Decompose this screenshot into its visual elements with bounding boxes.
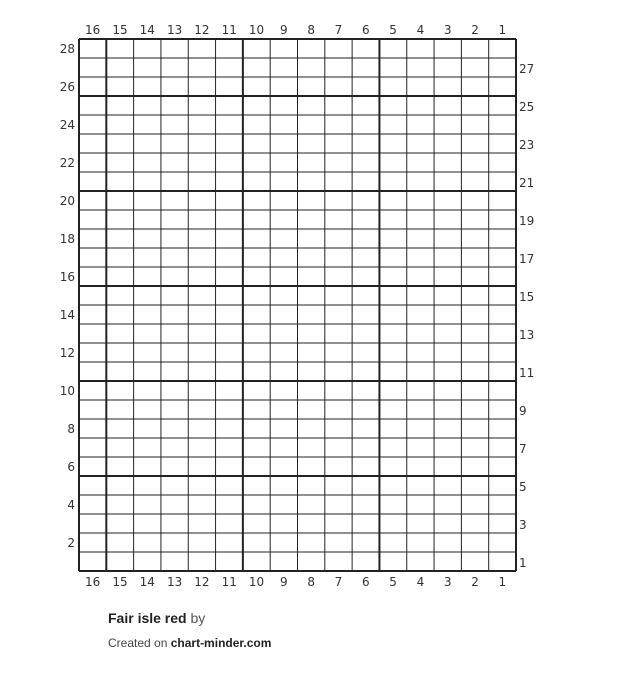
row-number-label: 18: [59, 232, 75, 246]
row-number-label: 5: [519, 480, 527, 494]
site-name: chart-minder.com: [170, 636, 272, 650]
credit-line: [108, 636, 271, 650]
row-number-label: 28: [59, 42, 75, 56]
column-number-label: 13: [166, 23, 183, 37]
column-number-label: 1: [498, 575, 507, 589]
row-number-label: 1: [519, 556, 527, 570]
row-number-label: 10: [59, 384, 75, 398]
column-number-label: 8: [307, 23, 315, 37]
column-number-label: 2: [471, 23, 479, 37]
row-number-label: 26: [59, 80, 75, 94]
row-numbers-right: [519, 62, 534, 570]
column-number-label: 16: [85, 575, 101, 589]
row-number-label: 17: [519, 252, 535, 266]
row-number-label: 8: [67, 422, 75, 436]
row-number-label: 7: [519, 442, 527, 456]
column-number-label: 4: [416, 23, 425, 37]
chart-grid-lines: [79, 39, 516, 571]
row-number-label: 15: [519, 290, 535, 304]
author-by-label: by: [190, 610, 206, 626]
row-number-label: 4: [67, 498, 75, 512]
row-number-label: 12: [59, 346, 75, 360]
row-number-label: 3: [519, 518, 527, 532]
column-number-label: 13: [166, 575, 183, 589]
column-number-label: 15: [112, 575, 128, 589]
column-number-label: 9: [280, 23, 288, 37]
row-numbers-left: [60, 42, 75, 550]
column-numbers-bottom: [85, 575, 506, 589]
row-number-label: 13: [519, 328, 535, 342]
column-number-label: 7: [334, 23, 343, 37]
column-number-label: 1: [498, 23, 507, 37]
row-number-label: 21: [519, 176, 535, 190]
column-number-label: 16: [85, 23, 101, 37]
column-number-label: 14: [139, 23, 155, 37]
column-number-label: 15: [112, 23, 128, 37]
row-number-label: 14: [59, 308, 75, 322]
column-numbers-top: [85, 23, 506, 37]
column-number-label: 11: [221, 23, 237, 37]
column-number-label: 10: [248, 23, 265, 37]
column-number-label: 6: [361, 23, 370, 37]
row-number-label: 27: [519, 62, 535, 76]
row-number-label: 25: [519, 100, 535, 114]
column-number-label: 11: [221, 575, 237, 589]
column-number-label: 12: [194, 575, 210, 589]
created-on-label: Created on: [108, 636, 168, 650]
column-number-label: 4: [416, 575, 425, 589]
row-number-label: 2: [67, 536, 75, 550]
row-number-label: 20: [59, 194, 75, 208]
chart-title: [108, 610, 205, 626]
column-number-label: 7: [334, 575, 343, 589]
row-number-label: 16: [59, 270, 75, 284]
column-number-label: 3: [443, 23, 452, 37]
row-number-label: 9: [519, 404, 527, 418]
row-number-label: 22: [59, 156, 75, 170]
row-number-label: 11: [519, 366, 535, 380]
row-number-label: 19: [519, 214, 535, 228]
column-number-label: 6: [361, 575, 370, 589]
column-number-label: 5: [389, 575, 397, 589]
row-number-label: 24: [59, 118, 75, 132]
pattern-name: Fair isle red: [108, 610, 187, 626]
column-number-label: 8: [307, 575, 315, 589]
column-number-label: 14: [139, 575, 155, 589]
column-number-label: 2: [471, 575, 479, 589]
column-number-label: 3: [443, 575, 452, 589]
row-number-label: 6: [67, 460, 75, 474]
column-number-label: 10: [248, 575, 265, 589]
column-number-label: 12: [194, 23, 210, 37]
row-number-label: 23: [519, 138, 535, 152]
column-number-label: 9: [280, 575, 288, 589]
column-number-label: 5: [389, 23, 397, 37]
